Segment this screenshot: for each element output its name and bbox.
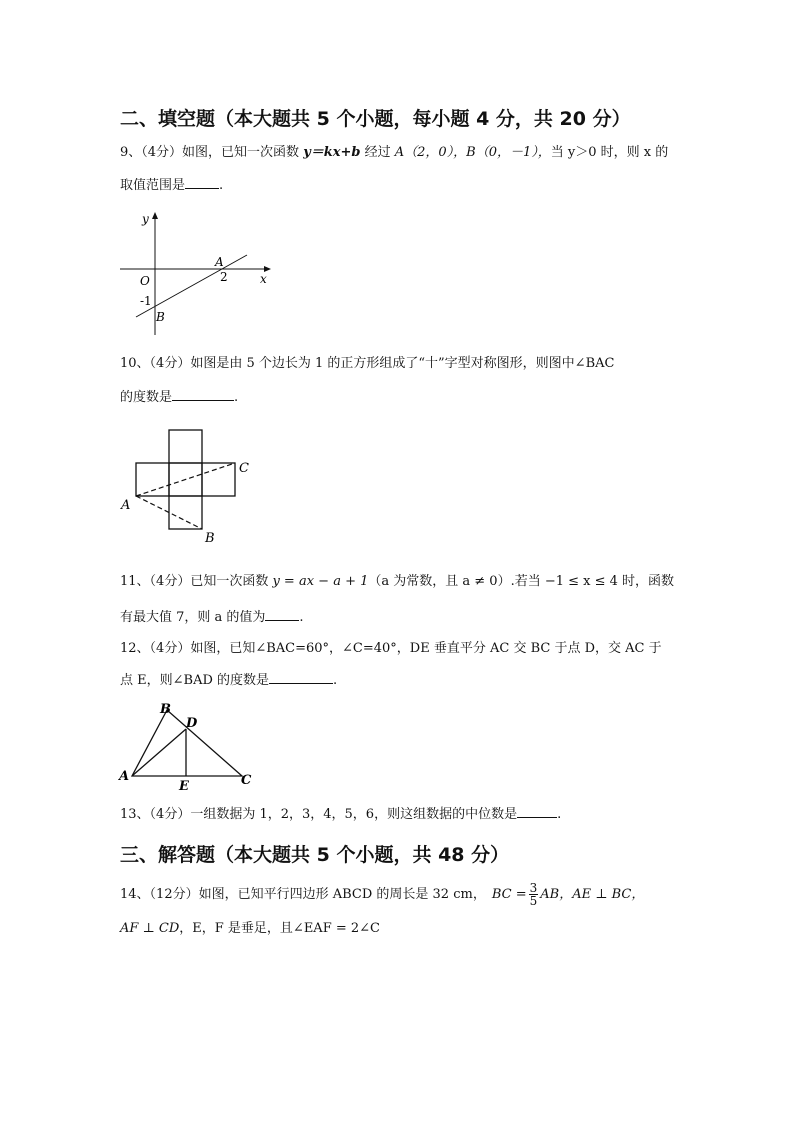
line-y-kx-b [136, 255, 247, 317]
section-title-solutions: 三、解答题（本大题共 5 个小题，共 48 分） [120, 844, 510, 866]
q9-points: A（2，0），B（0，－1）， [394, 145, 551, 160]
question-11-line-2 [120, 610, 304, 624]
q10-period: . [234, 390, 239, 405]
label-a: A [119, 769, 130, 784]
q11-suffix: （a 为常数，且 a ≠ 0）.若当 −1 ≤ x ≤ 4 时，函数 [368, 574, 675, 589]
segment-ac [136, 463, 235, 496]
label-e: E [179, 779, 189, 793]
q14-suffix: ，AE ⊥ BC， [559, 886, 645, 902]
q10-figure-cross [115, 425, 265, 547]
fraction-numerator: 3 [529, 880, 538, 895]
label-y: y [142, 212, 149, 226]
label-point-b: B [156, 310, 165, 324]
question-11-line-1 [120, 575, 674, 588]
q9-figure-graph [110, 205, 280, 340]
question-13-line-1 [120, 807, 561, 821]
q12-period: . [333, 673, 338, 688]
square-top [169, 430, 202, 463]
q14-bc: BC = [491, 886, 527, 902]
segment-ad [132, 729, 186, 776]
question-9-line-1 [120, 146, 668, 159]
label-d: D [186, 716, 198, 731]
q10-line2: 的度数是 [120, 390, 173, 405]
q12-figure-triangle [115, 698, 260, 793]
label-point-a: A [215, 255, 224, 269]
question-10-line-1: 10、（4分）如图是由 5 个边长为 1 的正方形组成了“十”字型对称图形，则图中∠BAC [120, 356, 615, 371]
q9-mid: 经过 [360, 145, 395, 160]
label-c: C [241, 773, 252, 788]
q11-line2: 有最大值 7，则 a 的值为 [120, 610, 266, 625]
answer-blank [269, 673, 333, 684]
question-12-line-2 [120, 673, 337, 687]
label-c: C [239, 461, 249, 476]
q14-prefix: 14、（12分）如图，已知平行四边形 ABCD 的周长是 32 cm， [120, 886, 486, 902]
question-10-line-2 [120, 390, 238, 404]
q14-ab: AB [540, 886, 560, 902]
q11-period: . [299, 610, 304, 625]
answer-blank [517, 807, 557, 818]
q13-period: . [557, 807, 562, 822]
label-two: 2 [220, 270, 228, 284]
answer-blank [185, 178, 219, 189]
q14-fraction [529, 882, 539, 907]
answer-blank [265, 610, 299, 621]
q11-expression: y = ax − a + 1 [272, 574, 369, 589]
fraction-denominator: 5 [529, 893, 538, 908]
q9-suffix: 当 y＞0 时，则 x 的 [550, 145, 669, 160]
question-14-line-2 [120, 922, 380, 935]
square-right [202, 463, 235, 496]
square-bottom [169, 496, 202, 529]
label-x: x [260, 272, 267, 286]
q9-period: . [219, 178, 224, 193]
q9-prefix: 9、（4分）如图，已知一次函数 [120, 145, 304, 160]
answer-blank [172, 390, 234, 401]
label-b: B [205, 531, 215, 546]
q12-line2: 点 E，则∠BAD 的度数是 [120, 673, 270, 688]
label-neg1: -1 [140, 294, 152, 308]
q14-line2-rest: ，E，F 是垂足，且∠EAF = 2∠C [179, 921, 380, 936]
question-12-line-1: 12、（4分）如图，已知∠BAC=60°，∠C=40°，DE 垂直平分 AC 交 BC 于点 D，交 AC 于 [120, 641, 662, 656]
q11-prefix: 11、（4分）已知一次函数 [120, 574, 273, 589]
label-b: B [160, 702, 171, 717]
q14-af-perp-cd: AF ⊥ CD [120, 921, 180, 936]
q13-text: 13、（4分）一组数据为 1，2，3，4，5，6，则这组数据的中位数是 [120, 807, 518, 822]
question-14-line-1 [120, 882, 644, 906]
label-origin: O [140, 274, 150, 288]
q9-formula: y＝kx+b [303, 145, 361, 160]
q9-line2: 取值范围是 [120, 178, 186, 193]
section-title-fill-in: 二、填空题（本大题共 5 个小题，每小题 4 分，共 20 分） [120, 108, 631, 130]
question-9-line-2 [120, 178, 223, 192]
label-a: A [121, 498, 131, 513]
